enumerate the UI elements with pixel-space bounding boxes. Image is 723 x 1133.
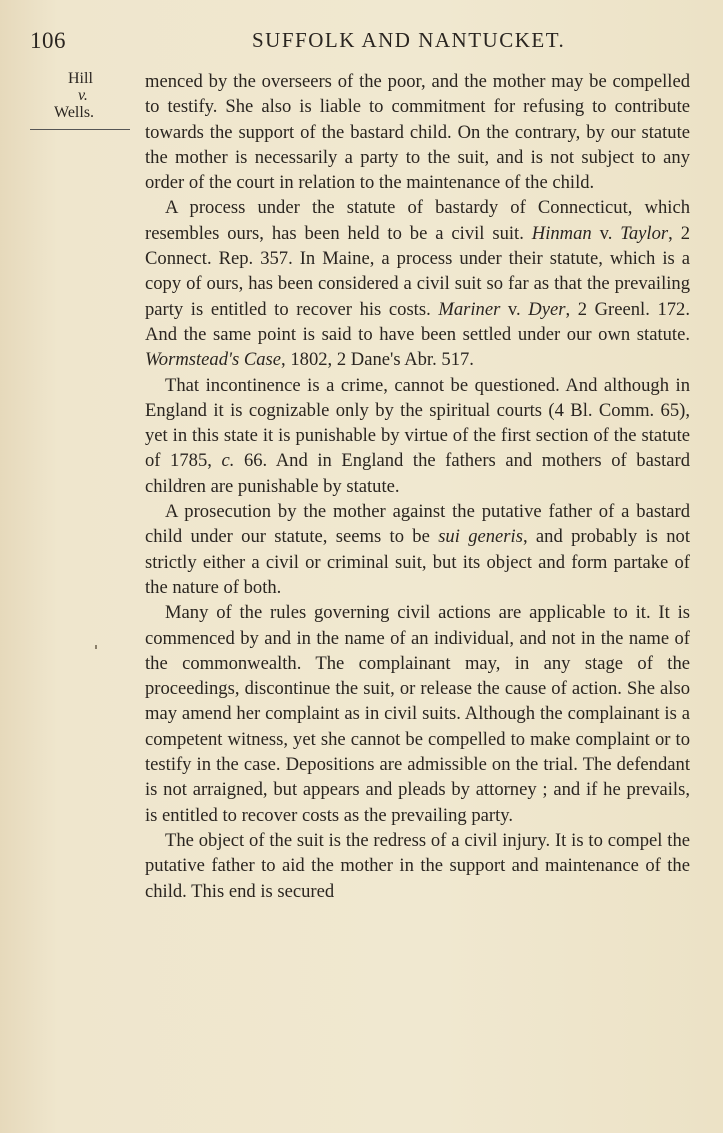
text-run: v. xyxy=(500,298,529,320)
text-run: menced by the overseers of the poor, and the mother may be compelled to testify. She also is liable to commitment for refusing to contribute towards the support of the bastard child. On the contrary, by our statute the mother is necessarily a party to the suit, and is not subject to any order of the court in relation to the maintenance of the child. xyxy=(145,71,690,194)
text-run: , 2 Connect. Rep. 357. In Maine, a process under their statute, which is a copy of ours, has been considered a civil suit so far as that the prevailing party is entitled to recover his costs. xyxy=(145,222,690,320)
paragraph xyxy=(145,195,690,372)
citation-italic: Dyer xyxy=(528,298,566,320)
citation-italic: Hinman xyxy=(531,222,592,244)
text-run: A process under the statute of bastardy of Connecticut, which resembles ours, has been held to be a civil suit. xyxy=(145,197,690,244)
paragraph xyxy=(145,69,690,195)
citation-italic: Mariner xyxy=(438,298,501,320)
citation-italic: Wormstead's Case xyxy=(145,349,282,371)
paragraph xyxy=(145,373,690,499)
citation-italic: c. xyxy=(221,450,235,472)
sidenote-rule xyxy=(30,129,130,130)
sidenote-defendant: Wells. xyxy=(54,104,95,121)
text-run: A prosecution by the mother against the putative father of a bastard child under our statute, seems to be xyxy=(145,501,690,548)
page-blemish xyxy=(95,645,97,649)
page-header xyxy=(30,28,690,58)
paragraph xyxy=(145,600,690,828)
sidenote-versus: v. xyxy=(78,87,88,104)
body-text xyxy=(145,69,690,904)
text-run: The object of the suit is the redress of a civil injury. It is to compel the putative father to aid the mother in the support and maintenance of the child. This end is secured xyxy=(145,829,690,902)
page-number: 106 xyxy=(30,28,66,53)
text-run: That incontinence is a crime, cannot be questioned. And although in England it is cognizable only by the spiritual courts (4 Bl. Comm. 65), yet in this state it is punishable by virtue of the first section of the statute of 1785, xyxy=(145,374,690,472)
text-run: Many of the rules governing civil actions are applicable to it. It is commenced by and in the name of an individual, and not in the name of the commonwealth. The complainant may, in any stage of the proceedings, discontinue the suit, or release the cause of action. She also may amend her complaint as in civil suits. Although the complainant is a competent witness, yet she cannot be compelled to make complaint or to testify in the case. Depositions are admissible on the trial. The defendant is not arraigned, but appears and pleads by attorney ; and if he prevails, is entitled to recover costs as the prevailing party. xyxy=(145,602,690,826)
case-sidenote xyxy=(30,70,130,121)
text-run: , 2 Greenl. 172. And the same point is said to have been settled under our own statute. xyxy=(145,298,690,345)
citation-italic: Taylor xyxy=(620,222,669,244)
text-run: , and probably is not strictly either a civil or criminal suit, but its object and form partake of the nature of both. xyxy=(145,526,690,598)
text-run: v. xyxy=(591,222,621,244)
citation-italic: sui generis xyxy=(438,526,523,548)
paragraph xyxy=(145,499,690,600)
sidenote-plaintiff: Hill xyxy=(68,70,93,87)
text-run: 66. And in England the fathers and mothers of bastard children are punishable by statute. xyxy=(145,450,690,497)
text-run: , 1802, 2 Dane's Abr. 517. xyxy=(281,349,474,371)
paragraph xyxy=(145,828,690,904)
running-title: SUFFOLK AND NANTUCKET. xyxy=(252,28,566,52)
